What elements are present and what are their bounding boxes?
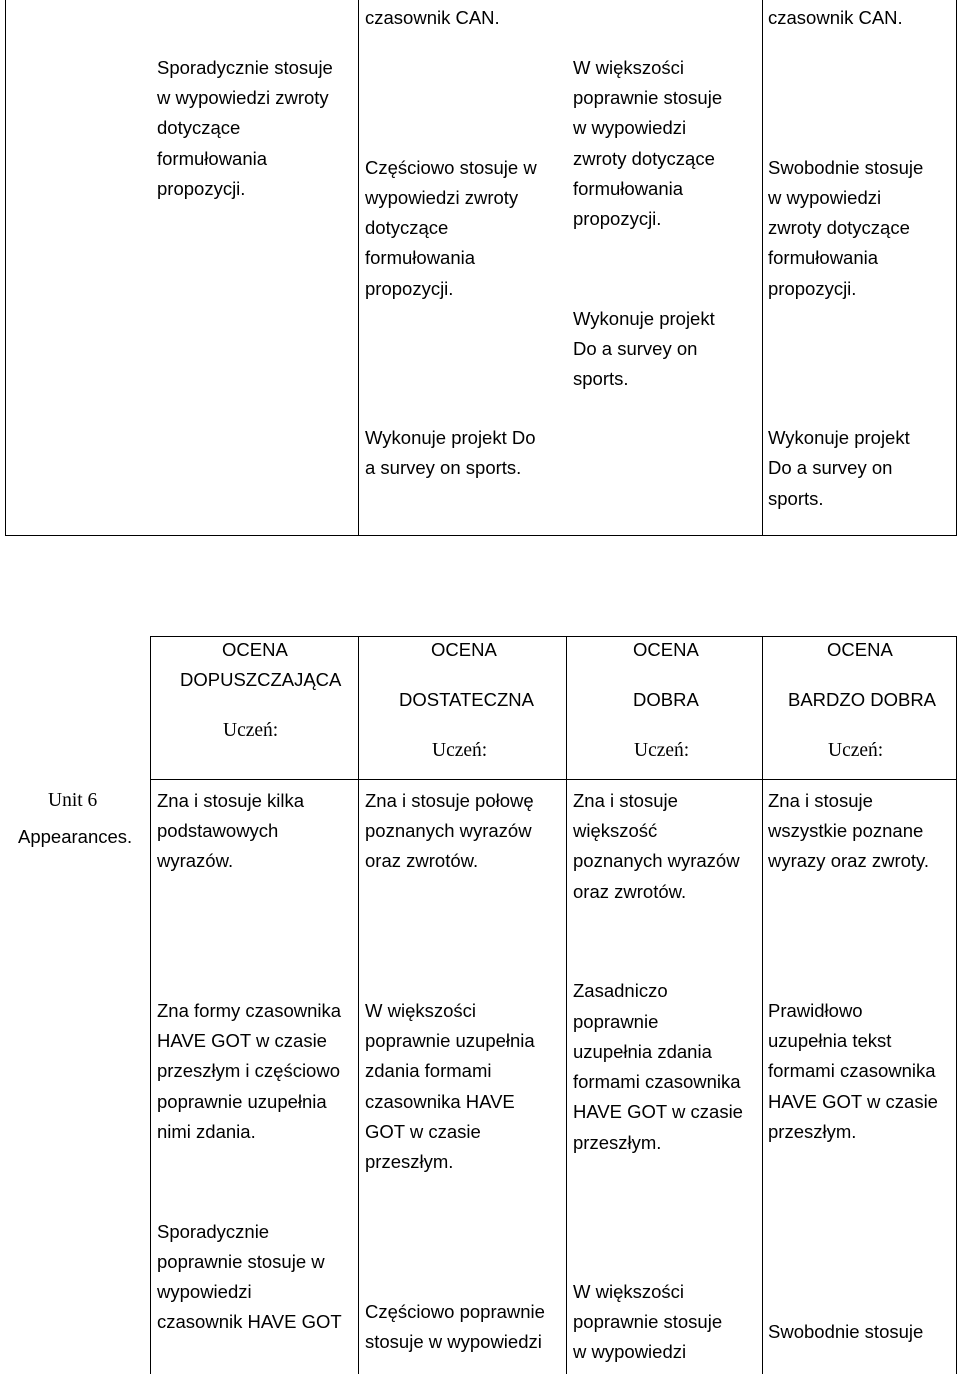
cell-line: Zna i stosuje kilka	[157, 790, 305, 811]
cell-line: w wypowiedzi zwroty	[157, 87, 329, 108]
cell-line: Sporadycznie	[157, 1221, 270, 1242]
cell-line: poznanych wyrazów	[573, 850, 740, 871]
cell-line: Swobodnie stosuje	[768, 1321, 924, 1342]
top-table-border-col1	[358, 0, 359, 536]
cell-line: zwroty dotyczące	[768, 217, 910, 238]
header-ocena: OCENA	[633, 639, 699, 660]
cell-line: uzupełnia zdania	[573, 1041, 712, 1062]
cell-line: poprawnie stosuje w	[157, 1251, 325, 1272]
cell-line: wyrazów.	[157, 850, 234, 871]
cell-line: większość	[573, 820, 658, 841]
cell-line: dotyczące	[365, 217, 449, 238]
cell-line: W większości	[365, 1000, 477, 1021]
cell-line: podstawowych	[157, 820, 279, 841]
cell-line: poprawnie uzupełnia	[365, 1030, 535, 1051]
top-table-border-bottom	[5, 535, 957, 536]
header-ocena: OCENA	[827, 639, 893, 660]
cell-line: Swobodnie stosuje	[768, 157, 924, 178]
header-grade: DOSTATECZNA	[399, 689, 534, 710]
cell-line: propozycji.	[573, 208, 662, 229]
cell-line: Do a survey on	[768, 457, 893, 478]
cell-line: Prawidłowo	[768, 1000, 863, 1021]
cell-line: Zna i stosuje	[573, 790, 678, 811]
cell-line: Zna i stosuje połowę	[365, 790, 534, 811]
cell-line: HAVE GOT w czasie	[157, 1030, 327, 1051]
cell-line: poprawnie	[573, 1011, 659, 1032]
header-grade: DOBRA	[633, 689, 699, 710]
cell-line: W większości	[573, 57, 685, 78]
cell-line: poprawnie stosuje	[573, 87, 723, 108]
header-uczen: Uczeń:	[634, 740, 690, 761]
cell-line: przeszłym.	[365, 1151, 454, 1172]
cell-line: czasownika HAVE	[365, 1091, 515, 1112]
cell-line: formułowania	[365, 247, 476, 268]
top-table-border-left	[5, 0, 6, 536]
cell-line: formułowania	[768, 247, 879, 268]
cell-line: nimi zdania.	[157, 1121, 256, 1142]
cell-line: Częściowo stosuje w	[365, 157, 537, 178]
cell-line: czasownik HAVE GOT	[157, 1311, 342, 1332]
top-table-border-col2	[762, 0, 763, 536]
header-grade: DOPUSZCZAJĄCA	[180, 669, 342, 690]
cell-line: poprawnie uzupełnia	[157, 1091, 327, 1112]
cell-line: formułowania	[157, 148, 268, 169]
cell-line: poprawnie stosuje	[573, 1311, 723, 1332]
cell-line: zdania formami	[365, 1060, 492, 1081]
top-col2-r1: czasownik CAN.	[365, 7, 500, 28]
top-table-border-right	[956, 0, 957, 536]
cell-line: w wypowiedzi	[573, 117, 687, 138]
cell-line: oraz zwrotów.	[365, 850, 479, 871]
cell-line: wypowiedzi zwroty	[365, 187, 519, 208]
cell-line: Wykonuje projekt Do	[365, 427, 536, 448]
bottom-table-border-col0	[150, 636, 151, 1374]
header-ocena: OCENA	[431, 639, 497, 660]
cell-line: uzupełnia tekst	[768, 1030, 892, 1051]
cell-line: w wypowiedzi	[768, 187, 882, 208]
bottom-table-border-right	[956, 636, 957, 1374]
cell-line: dotyczące	[157, 117, 241, 138]
cell-line: oraz zwrotów.	[573, 881, 687, 902]
cell-line: propozycji.	[365, 278, 454, 299]
cell-line: przeszłym i częściowo	[157, 1060, 340, 1081]
cell-line: Sporadycznie stosuje	[157, 57, 333, 78]
cell-line: formułowania	[573, 178, 684, 199]
header-uczen: Uczeń:	[223, 720, 279, 741]
cell-line: Zna formy czasownika	[157, 1000, 342, 1021]
cell-line: zwroty dotyczące	[573, 148, 715, 169]
top-col4-r1: czasownik CAN.	[768, 7, 903, 28]
cell-line: Zna i stosuje	[768, 790, 873, 811]
cell-line: Zasadniczo	[573, 980, 668, 1001]
header-uczen: Uczeń:	[432, 740, 488, 761]
bottom-table-border-col3	[762, 636, 763, 1374]
cell-line: Wykonuje projekt	[768, 427, 910, 448]
cell-line: propozycji.	[157, 178, 246, 199]
cell-line: wypowiedzi	[157, 1281, 252, 1302]
header-uczen: Uczeń:	[828, 740, 884, 761]
cell-line: Częściowo poprawnie	[365, 1301, 545, 1322]
cell-line: Do a survey on	[573, 338, 698, 359]
cell-line: propozycji.	[768, 278, 857, 299]
cell-line: HAVE GOT w czasie	[768, 1091, 938, 1112]
header-grade: BARDZO DOBRA	[788, 689, 937, 710]
cell-line: formami czasownika	[573, 1071, 741, 1092]
header-ocena: OCENA	[222, 639, 288, 660]
cell-line: GOT w czasie	[365, 1121, 481, 1142]
cell-line: Wykonuje projekt	[573, 308, 715, 329]
cell-line: przeszłym.	[768, 1121, 857, 1142]
cell-line: stosuje w wypowiedzi	[365, 1331, 542, 1352]
cell-line: poznanych wyrazów	[365, 820, 532, 841]
cell-line: wszystkie poznane	[768, 820, 924, 841]
cell-line: sports.	[768, 488, 824, 509]
unit-title: Appearances.	[18, 826, 133, 847]
cell-line: HAVE GOT w czasie	[573, 1101, 743, 1122]
cell-line: formami czasownika	[768, 1060, 936, 1081]
cell-line: a survey on sports.	[365, 457, 522, 478]
bottom-table-header-divider	[150, 779, 957, 780]
cell-line: wyrazy oraz zwroty.	[768, 850, 930, 871]
cell-line: W większości	[573, 1281, 685, 1302]
cell-line: w wypowiedzi	[573, 1341, 687, 1362]
bottom-table-border-col2	[566, 636, 567, 1374]
cell-line: sports.	[573, 368, 629, 389]
bottom-table-border-col1	[358, 636, 359, 1374]
unit-number: Unit 6	[48, 790, 98, 811]
cell-line: przeszłym.	[573, 1132, 662, 1153]
